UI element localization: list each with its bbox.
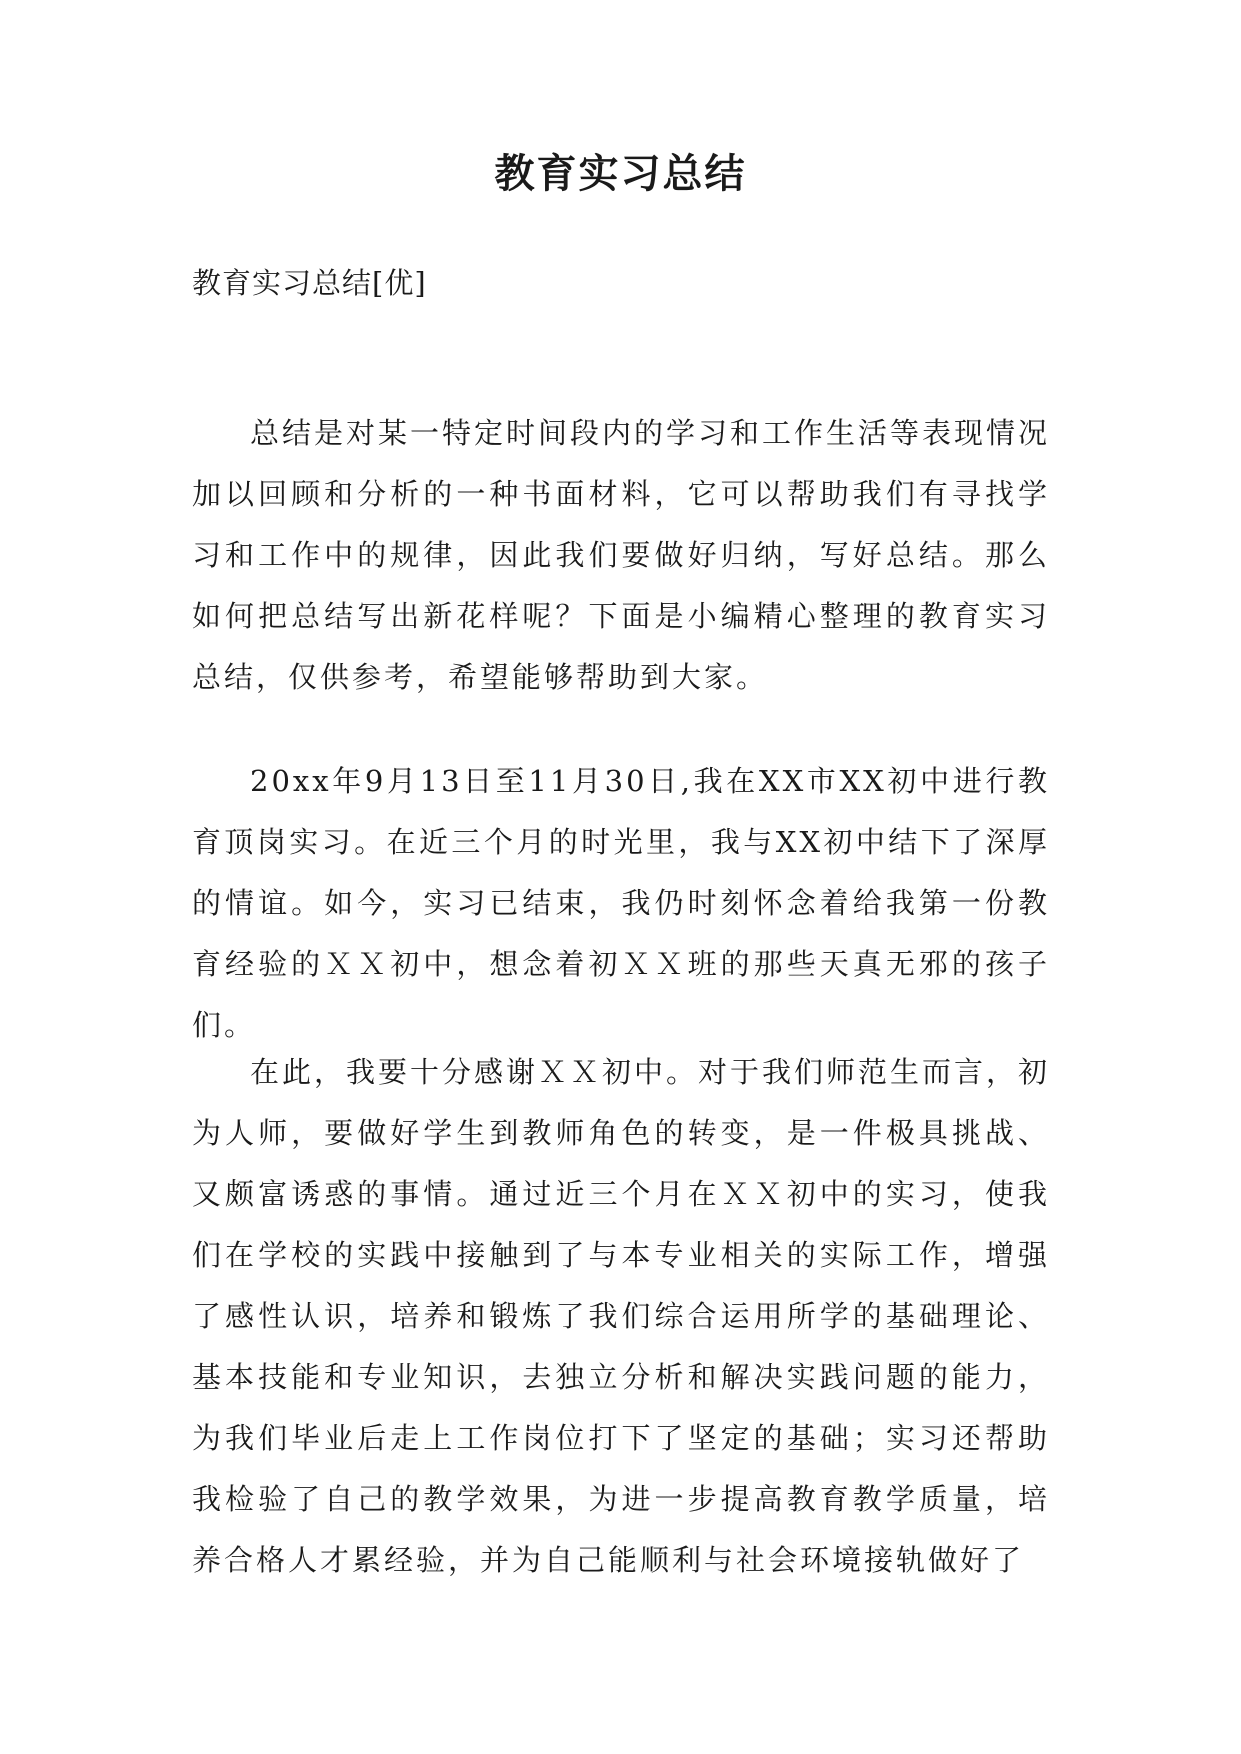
paragraph-internship-period: 20xx年9月13日至11月30日,我在XX市XX初中进行教育顶岗实习。在近三个月的时光里，我与XX初中结下了深厚的情谊。如今，实习已结束，我仍时刻怀念着给我第一份教育经验的ＸＸ初中，想念着初ＸＸ班的那些天真无邪的孩子们。 (192, 764, 1050, 1042)
paragraph-gratitude: 在此，我要十分感谢ＸＸ初中。对于我们师范生而言，初为人师，要做好学生到教师角色的转变，是一件极具挑战、又颇富诱惑的事情。通过近三个月在ＸＸ初中的实习，使我们在学校的实践中接触到了与本专业相关的实际工作，增强了感性认识，培养和锻炼了我们综合运用所学的基础理论、基本技能和专业知识，去独立分析和解决实践问题的能力，为我们毕业后走上工作岗位打下了坚定的基础；实习还帮助我检验了自己的教学效果，为进一步提高教育教学质量，培养合格人才累经验，并为自己能顺利与社会环境接轨做好了 (192, 1055, 1051, 1577)
document-title: 教育实习总结 (494, 150, 747, 197)
paragraph-intro: 总结是对某一特定时间段内的学习和工作生活等表现情况加以回顾和分析的一种书面材料，它可以帮助我们有寻找学习和工作中的规律，因此我们要做好归纳，写好总结。那么如何把总结写出新花样呢？下面是小编精心整理的教育实习总结，仅供参考，希望能够帮助到大家。 (192, 416, 1051, 694)
document-subtitle: 教育实习总结[优] (192, 266, 427, 300)
